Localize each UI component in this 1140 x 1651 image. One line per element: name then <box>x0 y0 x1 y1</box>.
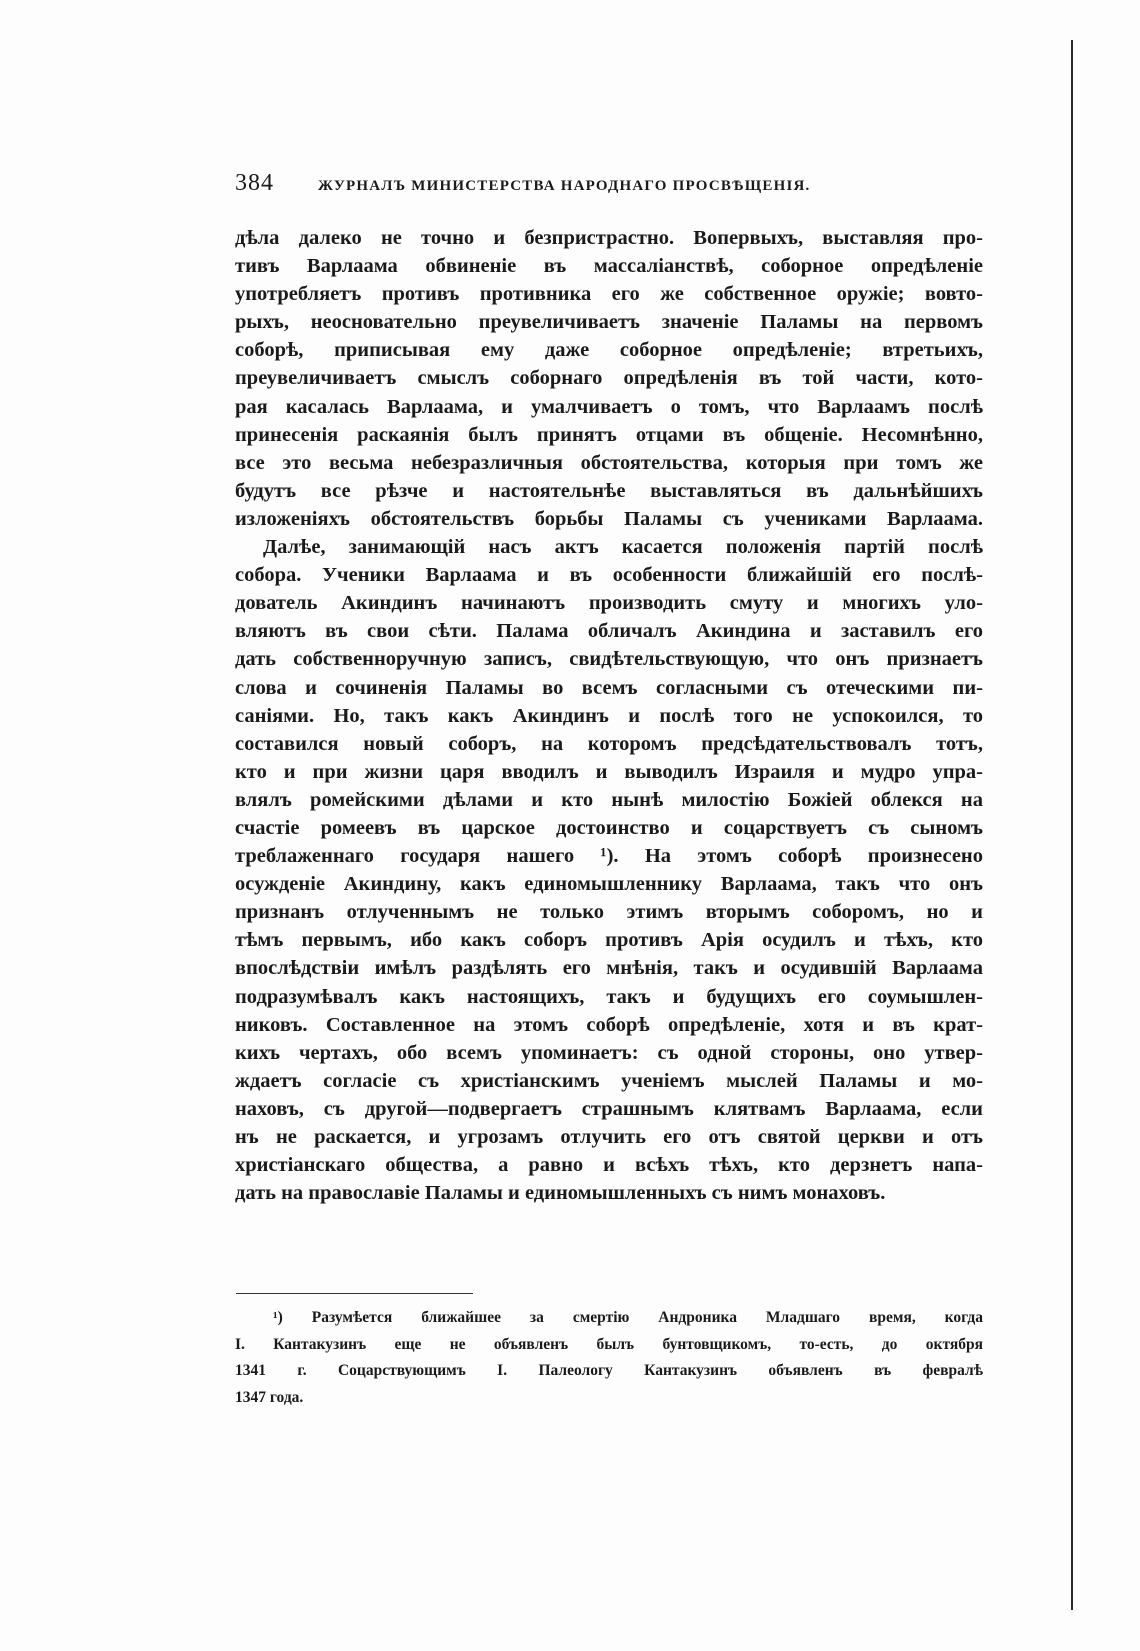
text-line: впослѣдствіи имѣлъ раздѣлять его мнѣнія, такъ и осудившій Варлаама <box>235 957 983 980</box>
text-line: дать собственноручную записъ, свидѣтельствующую, что онъ признаетъ <box>235 648 983 671</box>
text-line: преувеличиваетъ смыслъ соборнаго опредѣленія въ той части, кото- <box>235 367 983 390</box>
page-header <box>235 170 895 210</box>
text-line: влялъ ромейскими дѣлами и кто нынѣ милостію Божіей облекся на <box>235 788 983 811</box>
text-line: соборѣ, приписывая ему даже соборное опредѣленіе; втретьихъ, <box>235 339 983 362</box>
text-line: осужденіе Акиндину, какъ единомышленнику Варлаама, такъ что онъ <box>235 873 983 896</box>
text-line: употребляетъ противъ противника его же собственное оружіе; вовто- <box>235 283 983 306</box>
footnote-line: 1347 года. <box>235 1388 304 1406</box>
text-line: принесенія раскаянія былъ принятъ отцами въ общеніе. Несомнѣнно, <box>235 423 983 446</box>
footnote-line: 1341 г. Соцарствующимъ І. Палеологу Кантакузинъ объявленъ въ февралѣ <box>235 1362 983 1379</box>
text-line: рыхъ, неосновательно преувеличиваетъ значеніе Паламы на первомъ <box>235 311 983 334</box>
text-line: подразумѣвалъ какъ настоящихъ, такъ и будущихъ его соумышлен- <box>235 985 983 1008</box>
text-line: тивъ Варлаама обвиненіе въ массаліанствѣ, соборное опредѣленіе <box>235 255 983 278</box>
text-line: дать на православіе Паламы и единомышленныхъ съ нимъ монаховъ. <box>235 1182 886 1205</box>
text-line: нъ не раскается, и угрозамъ отлучить его отъ святой церкви и отъ <box>235 1126 983 1148</box>
text-line: кихъ чертахъ, обо всемъ упоминаетъ: съ одной стороны, оно утвер- <box>235 1041 983 1064</box>
footnote-rule <box>236 1293 473 1294</box>
text-line: саніями. Но, такъ какъ Акиндинъ и послѣ того не успокоился, то <box>235 704 983 727</box>
text-line: будутъ все рѣзче и настоятельнѣе выставляться въ дальнѣйшихъ <box>235 479 983 502</box>
text-line: признанъ отлученнымъ не только этимъ вторымъ соборомъ, но и <box>235 901 983 924</box>
text-line: вляютъ въ свои сѣти. Палама обличалъ Акиндина и заставилъ его <box>235 620 983 643</box>
text-line: счастіе ромеевъ въ царское достоинство и соцарствуетъ съ сыномъ <box>235 816 983 839</box>
paragraph-start-line: Далѣе, занимающій насъ актъ касается положенія партій послѣ <box>263 536 983 559</box>
text-line: все это весьма небезразличныя обстоятельства, которыя при томъ же <box>235 451 983 474</box>
footnote <box>235 1305 983 1411</box>
page-number: 384 <box>235 170 274 196</box>
text-line: составился новый соборъ, на которомъ предсѣдательствовалъ тотъ, <box>235 732 983 755</box>
running-head: ЖУРНАЛЪ МИНИСТЕРСТВА НАРОДНАГО ПРОСВѢЩЕНІЯ. <box>318 178 811 194</box>
text-line: ждаетъ согласіе съ христіанскимъ ученіемъ мыслей Паламы и мо- <box>235 1069 983 1092</box>
text-line: наховъ, съ другой—подвергаетъ страшнымъ клятвамъ Варлаама, если <box>235 1097 983 1120</box>
text-line: кто и при жизни царя вводилъ и выводилъ Израиля и мудро упра- <box>235 760 983 783</box>
body-text <box>235 224 983 1207</box>
text-line: слова и сочиненія Паламы во всемъ согласными съ отеческими пи- <box>235 676 983 699</box>
text-line: рая касалась Варлаама, и умалчиваетъ о томъ, что Варлаамъ послѣ <box>235 395 983 418</box>
text-line: дователь Акиндинъ начинаютъ производить смуту и многихъ уло- <box>235 592 983 615</box>
footnote-line: ¹) Разумѣется ближайшее за смертію Андроника Младшаго время, когда <box>273 1309 983 1326</box>
text-line: никовъ. Составленное на этомъ соборѣ опредѣленіе, хотя и въ крат- <box>235 1013 983 1036</box>
text-line: треблаженнаго государя нашего ¹). На этомъ соборѣ произнесено <box>235 845 983 868</box>
text-line: тѣмъ первымъ, ибо какъ соборъ противъ Арія осудилъ и тѣхъ, кто <box>235 929 983 952</box>
text-line: дѣла далеко не точно и безпристрастно. Вопервыхъ, выставляя про- <box>235 227 983 249</box>
text-line: собора. Ученики Варлаама и въ особенности ближайшій его послѣ- <box>235 564 983 587</box>
footnote-line: І. Кантакузинъ еще не объявленъ былъ бунтовщикомъ, то-есть, до октября <box>235 1335 983 1353</box>
text-line: христіанскаго общества, а равно и всѣхъ тѣхъ, кто дерзнетъ напа- <box>235 1154 983 1177</box>
text-line: изложеніяхъ обстоятельствъ борьбы Паламы съ учениками Варлаама. <box>235 507 983 530</box>
scan-edge-line <box>1071 40 1073 1610</box>
